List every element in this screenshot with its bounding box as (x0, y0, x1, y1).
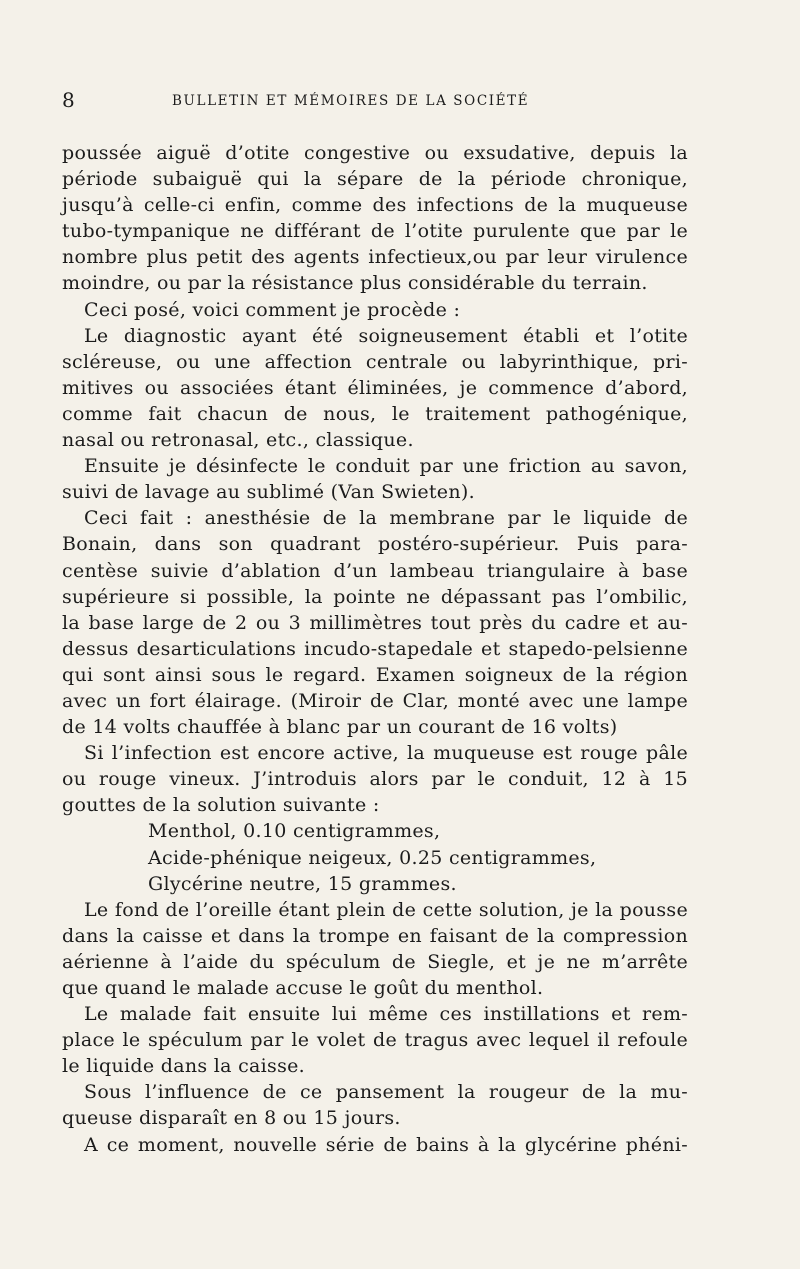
text-line: aérienne à l’aide du spéculum de Siegle, et je ne m’arrête (62, 950, 688, 973)
page-header (62, 88, 702, 112)
text-line: Le malade fait ensuite lui même ces instillations et rem- (84, 1003, 688, 1026)
text-line: queuse disparaît en 8 ou 15 jours. (62, 1107, 401, 1130)
recipe-line: Menthol, 0.10 centigrammes, (148, 820, 441, 843)
text-line: supérieure si possible, la pointe ne dépassant pas l’ombilic, (62, 585, 688, 608)
text-line: Sous l’influence de ce pansement la rougeur de la mu- (84, 1081, 688, 1104)
text-line: suivi de lavage au sublimé (Van Swieten). (62, 481, 475, 504)
text-line: comme fait chacun de nous, le traitement pathogénique, (62, 402, 688, 425)
text-line: dans la caisse et dans la trompe en faisant de la compression (62, 924, 688, 947)
text-line: Si l’infection est encore active, la muqueuse est rouge pâle (84, 742, 688, 765)
text-line: gouttes de la solution suivante : (62, 794, 380, 817)
text-line: Ceci fait : anesthésie de la membrane par le liquide de (84, 507, 688, 530)
text-line: période subaiguë qui la sépare de la période chronique, (62, 168, 688, 191)
recipe-line: Glycérine neutre, 15 grammes. (148, 872, 457, 895)
running-head: BULLETIN ET MÉMOIRES DE LA SOCIÉTÉ (172, 93, 530, 109)
text-line: la base large de 2 ou 3 millimètres tout près du cadre et au- (62, 611, 688, 634)
text-line: centèse suivie d’ablation d’un lambeau triangulaire à base (62, 559, 688, 582)
text-line: moindre, ou par la résistance plus considérable du terrain. (62, 272, 648, 295)
text-line: Ceci posé, voici comment je procède : (84, 298, 461, 321)
text-line: qui sont ainsi sous le regard. Examen soigneux de la région (62, 663, 688, 686)
text-line: le liquide dans la caisse. (62, 1055, 306, 1078)
text-line: mitives ou associées étant éliminées, je commence d’abord, (62, 376, 688, 399)
text-line: Bonain, dans son quadrant postéro-supérieur. Puis para- (62, 533, 688, 556)
body-text (62, 140, 688, 1158)
text-line: Le fond de l’oreille étant plein de cette solution, je la pousse (84, 898, 688, 921)
text-line: Ensuite je désinfecte le conduit par une friction au savon, (84, 455, 688, 478)
text-line: que quand le malade accuse le goût du menthol. (62, 977, 544, 999)
text-line: nasal ou retronasal, etc., classique. (62, 429, 414, 452)
text-line: avec un fort élairage. (Miroir de Clar, monté avec une lampe (62, 689, 688, 712)
text-line: poussée aiguë d’otite congestive ou exsudative, depuis la (62, 142, 688, 164)
text-line: Le diagnostic ayant été soigneusement établi et l’otite (84, 324, 688, 347)
text-line: jusqu’à celle-ci enfin, comme des infections de la muqueuse (62, 194, 688, 217)
page-number: 8 (62, 88, 75, 112)
recipe-line: Acide-phénique neigeux, 0.25 centigrammes, (148, 846, 597, 869)
text-line: ou rouge vineux. J’introduis alors par le conduit, 12 à 15 (62, 768, 688, 791)
text-line: tubo-tympanique ne différant de l’otite purulente que par le (62, 220, 688, 243)
text-line: A ce moment, nouvelle série de bains à la glycérine phéni- (84, 1133, 688, 1156)
text-line: dessus desarticulations incudo-stapedale et stapedo-pelsienne (62, 637, 688, 660)
text-line: nombre plus petit des agents infectieux,ou par leur virulence (62, 246, 688, 269)
text-line: scléreuse, ou une affection centrale ou labyrinthique, pri- (62, 350, 688, 373)
text-line: de 14 volts chauffée à blanc par un courant de 16 volts) (62, 716, 618, 739)
text-line: place le spéculum par le volet de tragus avec lequel il refoule (62, 1029, 688, 1052)
